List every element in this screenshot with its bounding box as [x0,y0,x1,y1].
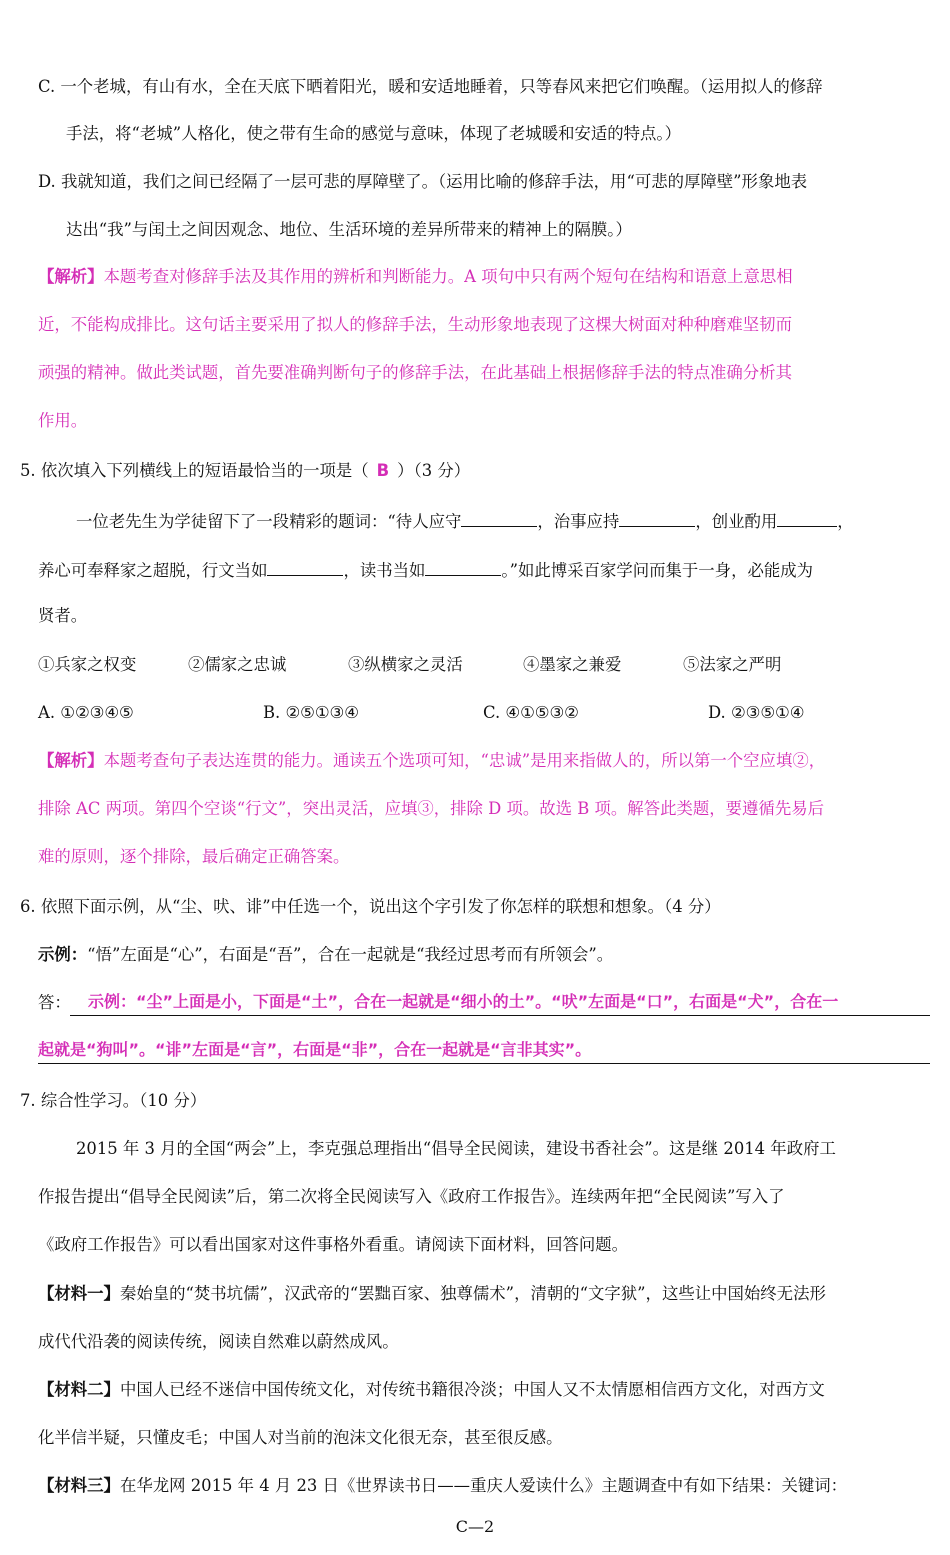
q6-answer-line2: 起就是“狗叫”。“诽”左面是“言”，右面是“非”，合在一起就是“言非其实”。 [38,1037,930,1064]
q5-passage-line2: 养心可奉释家之超脱，行文当如 ，读书当如 。”如此博采百家学问而集于一身，必能成为 [38,557,813,583]
q7-material1-line1: 【材料一】秦始皇的“焚书坑儒”，汉武帝的“罢黜百家、独尊儒术”，清朝的“文字狱”，这些让中国始终无法形 [38,1284,826,1303]
page-number: C—2 [455,1517,495,1536]
example-text: “悟”左面是“心”，右面是“吾”，合在一起就是“我经过思考而有所领会”。 [87,945,614,964]
q5-answer: B [376,461,390,480]
q5-item: ⑤法家之严明 [683,655,782,674]
q5-analysis-line2: 排除 AC 两项。第四个空谈“行文”，突出灵活，应填③，排除 D 项。故选 B 项。解答此类题，要遵循先易后 [38,799,824,818]
q4-analysis-line2: 近，不能构成排比。这句话主要采用了拟人的修辞手法，生动形象地表现了这棵大树面对种种磨难坚韧而 [38,315,792,334]
analysis-text: 本题考查对修辞手法及其作用的辨析和判断能力。A 项句中只有两个短句在结构和语意上意思相 [103,267,793,286]
q5-items [38,653,781,677]
analysis-tag: 【解析】 [38,751,104,770]
q6-example [38,943,613,967]
example-tag: 示例： [38,945,88,964]
q4-option-d-line2: 达出“我”与闰土之间因观念、地位、生活环境的差异所带来的精神上的隔膜。） [66,220,632,239]
material-tag: 【材料一】 [38,1284,120,1303]
q5-item: ①兵家之权变 [38,655,137,674]
q5-choice-a: A. ①②③④⑤ [38,703,134,722]
analysis-text: 本题考查句子表达连贯的能力。通读五个选项可知，“忠诚”是用来指做人的，所以第一个空应填②， [103,751,826,770]
fill-blank [425,557,501,576]
q7-material1-line2: 成代代沿袭的阅读传统，阅读自然难以蔚然成风。 [38,1332,399,1351]
q5-choice-b: B. ②⑤①③④ [263,703,359,722]
q7-material3-line1: 【材料三】在华龙网 2015 年 4 月 23 日《世界读书日——重庆人爱读什么》主题调查中有如下结果：关键词： [38,1476,848,1495]
q6-answer-line1: 示例：“尘”上面是小，下面是“土”，合在一起就是“细小的土”。“吠”左面是“口”，右面是“犬”，合在一 [70,989,930,1016]
q4-option-d-line1: D. 我就知道，我们之间已经隔了一层可悲的厚障壁了。（运用比喻的修辞手法，用“可悲的厚障壁”形象地表 [38,172,808,191]
fill-blank [619,508,695,527]
q7-stem: 7. 综合性学习。（10 分） [20,1091,207,1110]
q7-intro-line2: 作报告提出“倡导全民阅读”后，第二次将全民阅读写入《政府工作报告》。连续两年把“全民阅读”写入了 [38,1187,785,1206]
material-tag: 【材料二】 [38,1380,120,1399]
q5-item: ④墨家之兼爱 [523,655,622,674]
q6-stem: 6. 依照下面示例，从“尘、吠、诽”中任选一个，说出这个字引发了你怎样的联想和想象。（4 分） [20,897,721,916]
q4-option-c-line1: C. 一个老城，有山有水，全在天底下晒着阳光，暖和安适地睡着，只等春风来把它们唤醒。（运用拟人的修辞 [38,77,823,96]
q4-analysis-line1 [38,265,793,289]
q5-stem: 5. 依次填入下列横线上的短语最恰当的一项是（ B ）（3 分） [20,461,471,480]
fill-blank [267,557,343,576]
fill-blank [777,508,837,527]
q7-material2-line2: 化半信半疑，只懂皮毛；中国人对当前的泡沫文化很无奈，甚至很反感。 [38,1428,563,1447]
q5-passage-line1: 一位老先生为学徒留下了一段精彩的题词：“待人应守 ，治事应持 ，创业酌用 ， [76,508,854,534]
q5-choices [38,701,804,725]
q7-material2-line1: 【材料二】中国人已经不迷信中国传统文化，对传统书籍很冷淡；中国人又不太情愿相信西方文化，对西方文 [38,1380,825,1399]
fill-blank [461,508,537,527]
q7-intro-line3: 《政府工作报告》可以看出国家对这件事格外看重。请阅读下面材料，回答问题。 [38,1235,629,1254]
analysis-tag: 【解析】 [38,267,104,286]
q4-option-c-line2: 手法，将“老城”人格化，使之带有生命的感觉与意味，体现了老城暖和安适的特点。） [66,124,682,143]
q5-analysis-line1 [38,749,825,773]
q5-choice-c: C. ④①⑤③② [483,703,579,722]
q4-analysis-line4: 作用。 [38,411,88,430]
q5-analysis-line3: 难的原则，逐个排除，最后确定正确答案。 [38,847,350,866]
q5-choice-d: D. ②③⑤①④ [708,703,805,722]
material-tag: 【材料三】 [38,1476,120,1495]
q5-item: ②儒家之忠诚 [188,655,287,674]
q6-answer-label: 答： [38,993,71,1012]
q7-intro-line1: 2015 年 3 月的全国“两会”上，李克强总理指出“倡导全民阅读，建设书香社会”。这是继 2014 年政府工 [76,1139,836,1158]
q4-analysis-line3: 顽强的精神。做此类试题，首先要准确判断句子的修辞手法，在此基础上根据修辞手法的特点准确分析其 [38,363,792,382]
q5-passage-line3: 贤者。 [38,606,88,625]
q5-item: ③纵横家之灵活 [348,655,463,674]
